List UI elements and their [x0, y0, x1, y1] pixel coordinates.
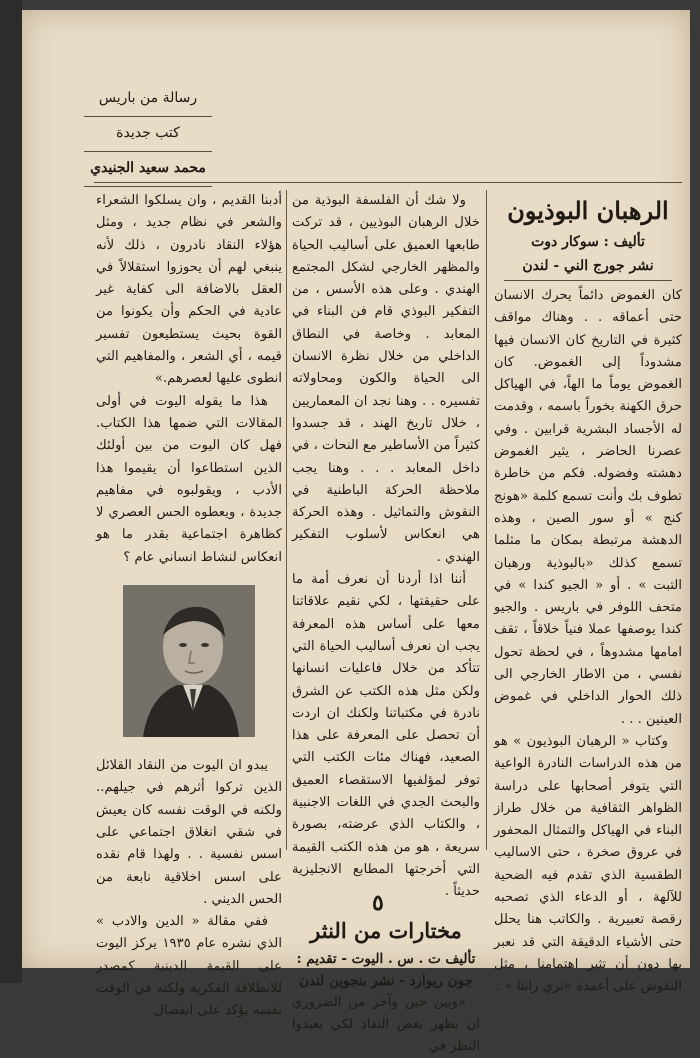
column-author: محمد سعيد الجنيدي — [84, 152, 212, 187]
paragraph: هذا ما يقوله اليوت في أولى المقالات التي ضمها هذا الكتاب. فهل كان اليوت من بين أولئك الذين استطاعوا أن يقيموا هذا الأدب ، ويقولبوه في مفاهيم جديدة ، ويعطوه الحس العصري لا كظاهرة اجتماعية بقدر ما هو انعكاس لنشاط انساني عام ؟ — [96, 391, 282, 569]
article-2-meta-line-2: جون ريوارد - نشر بنجوين لندن — [292, 970, 480, 992]
paragraph: ولا شك أن الفلسفة البوذية من خلال الرهبان البوذيين ، قد تركت طابعها العميق على أساليب الحياة والمظهر الخارجي لشكل المجتمع الهندي . وعلى هذه الأسس ، من التفكير البوذي قام فن البناء في المعابد . وخاصة في النطاق الداخلي من خلال نظرة الانسان الى الحياة والكون ومحاولاته تفسيره . . وهنا نجد ان المعماريين ، خلال تاريخ الهند ، قد جسدوا كثيراً من الأساطير مع النحات ، في داخل المعابد . . . وهنا يجب ملاحظة الحركة الباطنية في النقوش والتماثيل . وهذه الحركة هي انعكاس لأسلوب التفكير الهندي . — [292, 190, 480, 569]
title-rule — [504, 280, 672, 281]
paragraph: «وبين حين وآخر من الضروري ان يظهر بعض النقاد لكي يعيدوا النظر في — [292, 992, 480, 1058]
article-1-author: تأليف : سوكار دوت — [494, 230, 682, 254]
top-rule — [94, 182, 682, 183]
portrait-illustration — [123, 585, 255, 737]
article-2-title: مختارات من النثر — [292, 914, 480, 948]
category-label: كتب جديدة — [84, 117, 212, 152]
page-number: ٥ — [372, 890, 384, 916]
paragraph: ففي مقالة « الدين والادب » الذي نشره عام ١٩٣٥ يركز اليوت على القيمة الدينية كمصدر للانطلاقة الفكرية ولكنه في الوقت نفسه يؤكد على انفصال — [96, 911, 282, 1022]
series-title: رسالة من باريس — [84, 82, 212, 117]
portrait-photo — [123, 585, 255, 737]
magazine-page — [22, 10, 690, 968]
article-1-title: الرهبان البوذيون — [494, 192, 682, 230]
paragraph: يبدو ان اليوت من النقاد القلائل الذين تركوا أثرهم في جيلهم.. ولكنه في الوقت نفسه كان يعيش في شقي انغلاق اجتماعي على اسس نفسية . . ولهذا قام نقده على اسس اخلاقية نابعة من الحس الديني . — [96, 755, 282, 911]
paragraph: وكتاب « الرهبان البوذيون » هو من هذه الدراسات النادرة الواعية التي يتوفر أصحابها على دراسة الظواهر الثقافية من خلال طراز البناء في الهياكل والتمثال المحفور في عروق صخرة ، حتى الاساليب الطقسية الذي تقدم فيه الضحية للآلهة ، أو الدعاء الذي تصحبه رقصة تعبيرية . والكاتب هنا يحلل حتى الأشياء الدقيقة التي قد نعبر بها دون أن تثير اهتمامنا ، مثل النقوش على أعمدة «تري رانتا » . — [494, 731, 682, 999]
column-3 — [96, 190, 282, 1023]
page-edge-shadow — [0, 0, 22, 983]
column-1 — [494, 190, 682, 999]
column-2 — [292, 190, 480, 1058]
column-divider — [286, 190, 287, 850]
header-box — [84, 82, 212, 187]
column-divider — [486, 190, 487, 850]
paragraph: أدبنا القديم ، وان يسلكوا الشعراء والشعر في نظام جديد ، ومثل هؤلاء النقاد نادرون ، ذلك لأنه ينبغي لهم أن يحوزوا استقلالاً في العقل بالاضافة الى كفاية غير عادية في الحكم وأن يكونوا من القوة بحيث يستطيعون تفسير قيمه ، أي الشعر ، والمفاهيم التي انطوى عليها لعصرهم.» — [96, 190, 282, 391]
article-1-publisher: نشر جورج الني - لندن — [494, 254, 682, 278]
paragraph: كان الغموض دائماً يحرك الانسان حتى أعماقه . . وهناك مواقف كثيرة في التاريخ كان الانسان فيها مشدوداً إلى الغموض. كان الغموض يوماً ما الهاً، في الهياكل حرق الكهنة بخوراً باسمه ، وقدمت له الأجساد البشرية قرابين . وفي عصرنا الحاضر ، يثير الغموض دهشته وفضوله. فكم من خاطرة تطوف بك وأنت تسمع كلمة «هونج كنج » أو سور الصين ، وهذه الدهشة مرتبطة بمكان ما مثلما تسمع كذلك «بالبوذية ورهبان التبت » . أو « الجيو كندا » في متحف اللوفر في باريس . والجيو كندا يوصفها عملا فنياً خلاقاً ، تقف امامها مشدوهاً ، في لحظة تحول نفسي ، من الاطار الخارجي الى ذلك الحوار الداخلي في غموض العينين . . . — [494, 285, 682, 731]
article-2-meta-line-1: تأليف ت . س . اليوت - تقديم : — [292, 948, 480, 970]
paragraph: أننا اذا أردنا أن نعرف أمة ما على حقيقتها ، لكي نقيم علاقاتنا معها على أساس هذه المعرفة يجب ان نعرف أساليب الحياة التي تتأكد من خلال فاعليات انسانها ولكن مثل هذه الكتب عن الشرق نادرة في مكتباتنا ولكنك ان اردت أن تحصل على المعرفة على هذا الصعيد، فهناك مئات الكتب التي توفر لمؤلفيها الاستقصاء العميق والبحث الجدي في اللغات الاجنبية ، والكتاب الذي عرضته، بصورة سريعة ، هو من هذه الكتب القيمة التي أخرجتها المطابع الانجليزية حديثاً . — [292, 569, 480, 903]
